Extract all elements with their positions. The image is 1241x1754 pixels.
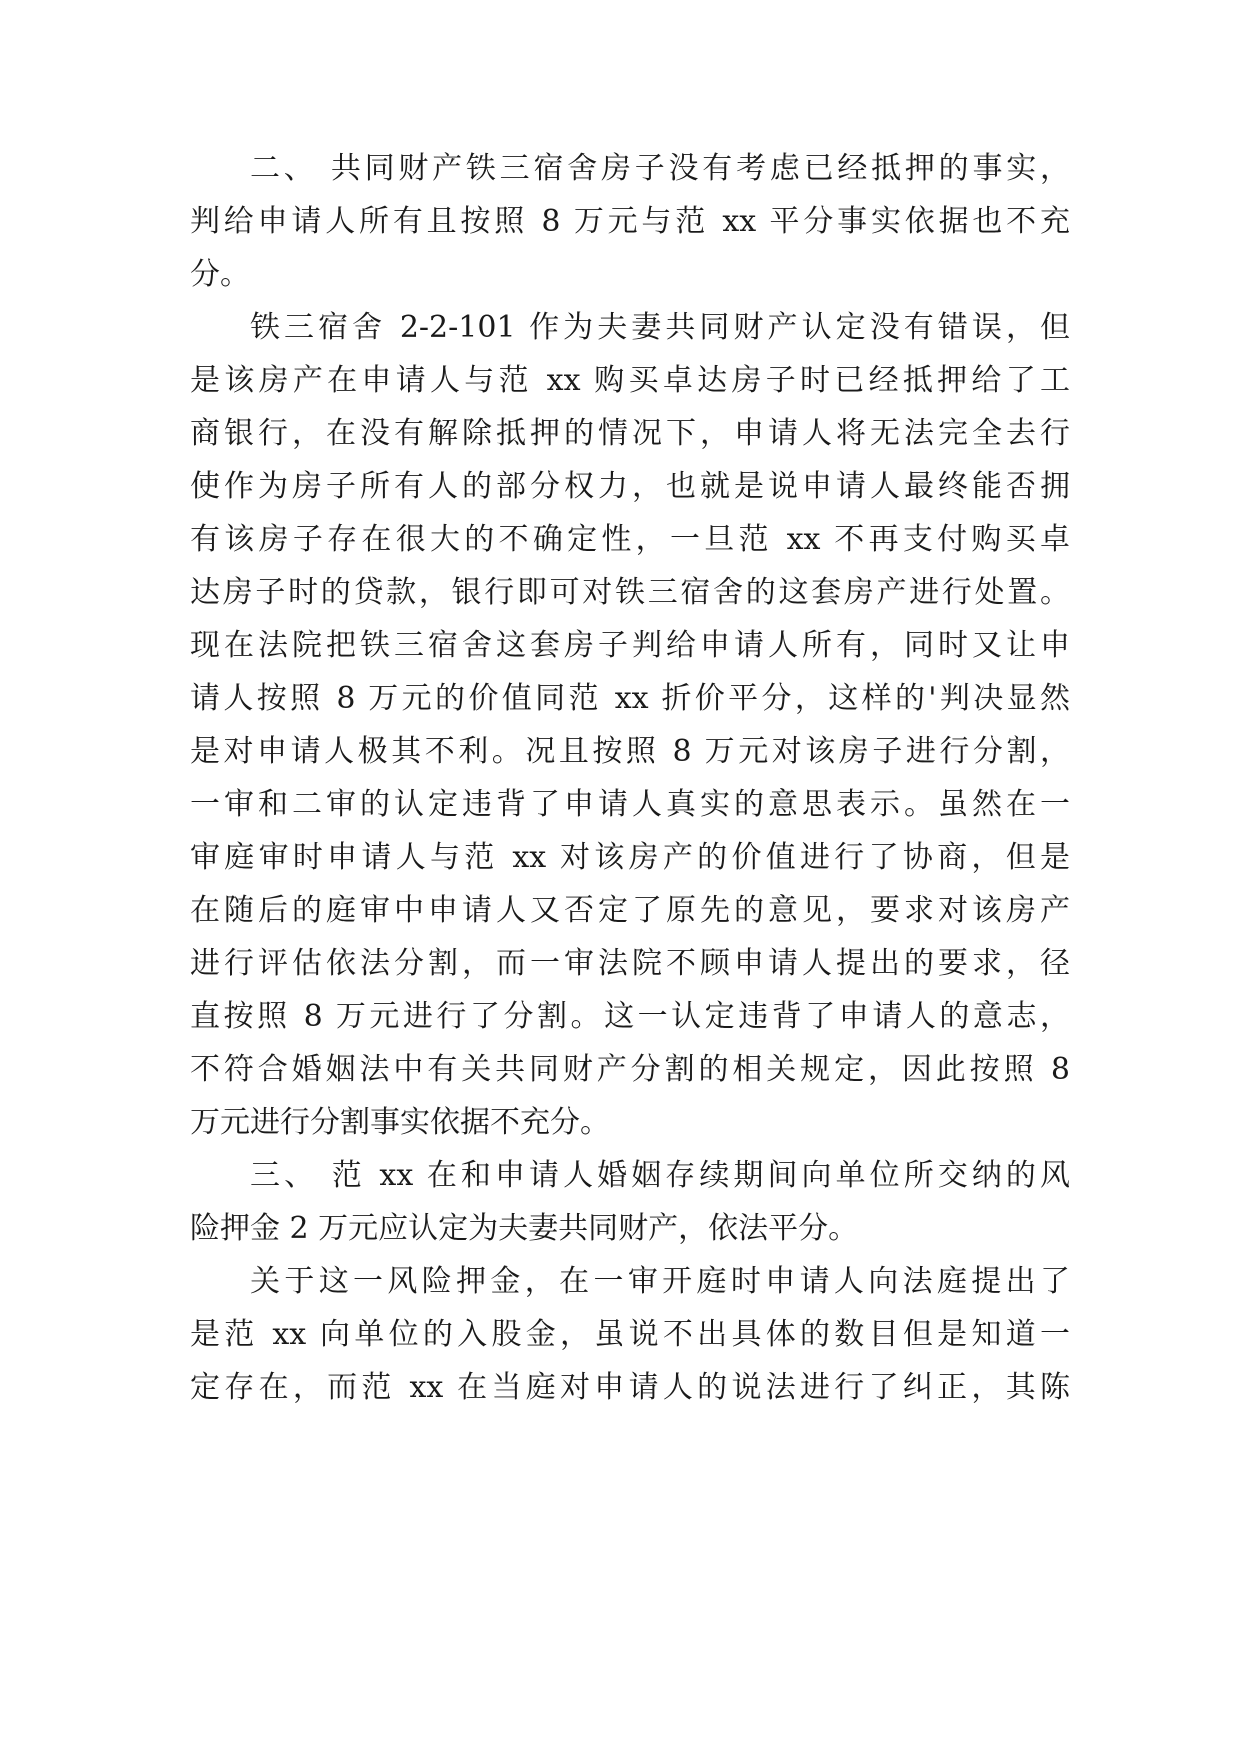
text-line: 三、 范 xx 在和申请人婚姻存续期间向单位所交纳的风	[250, 1158, 1070, 1193]
text-line: 险押金 2 万元应认定为夫妻共同财产，依法平分。	[190, 1211, 859, 1246]
text-line: 二、 共同财产铁三宿舍房子没有考虑已经抵押的事实，	[250, 151, 1070, 186]
text-line: 定存在，而范 xx 在当庭对申请人的说法进行了纠正，其陈	[190, 1370, 1070, 1405]
text-line: 分。	[190, 257, 250, 292]
text-line: 现在法院把铁三宿舍这套房子判给申请人所有，同时又让申	[190, 628, 1070, 663]
text-line: 有该房子存在很大的不确定性，一旦范 xx 不再支付购买卓	[190, 522, 1070, 557]
text-line: 铁三宿舍 2-2-101 作为夫妻共同财产认定没有错误，但	[250, 310, 1070, 345]
text-line: 审庭审时申请人与范 xx 对该房产的价值进行了协商，但是	[190, 840, 1070, 875]
text-line: 商银行，在没有解除抵押的情况下，申请人将无法完全去行	[190, 416, 1070, 451]
text-line: 请人按照 8 万元的价值同范 xx 折价平分，这样的'判决显然	[190, 681, 1070, 716]
text-line: 是对申请人极其不利。况且按照 8 万元对该房子进行分割，	[190, 734, 1070, 769]
text-line: 是该房产在申请人与范 xx 购买卓达房子时已经抵押给了工	[190, 363, 1070, 398]
text-line: 在随后的庭审中申请人又否定了原先的意见，要求对该房产	[190, 893, 1070, 928]
text-line: 万元进行分割事实依据不充分。	[190, 1105, 610, 1140]
text-line: 直按照 8 万元进行了分割。这一认定违背了申请人的意志，	[190, 999, 1070, 1034]
text-line: 关于这一风险押金，在一审开庭时申请人向法庭提出了	[250, 1264, 1070, 1299]
text-line: 使作为房子所有人的部分权力，也就是说申请人最终能否拥	[190, 469, 1070, 504]
text-line: 不符合婚姻法中有关共同财产分割的相关规定，因此按照 8	[190, 1052, 1070, 1087]
text-line: 达房子时的贷款，银行即可对铁三宿舍的这套房产进行处置。	[190, 575, 1070, 610]
text-line: 判给申请人所有且按照 8 万元与范 xx 平分事实依据也不充	[190, 204, 1070, 239]
text-line: 是范 xx 向单位的入股金，虽说不出具体的数目但是知道一	[190, 1317, 1070, 1352]
text-line: 进行评估依法分割，而一审法院不顾申请人提出的要求，径	[190, 946, 1070, 981]
text-line: 一审和二审的认定违背了申请人真实的意思表示。虽然在一	[190, 787, 1070, 822]
